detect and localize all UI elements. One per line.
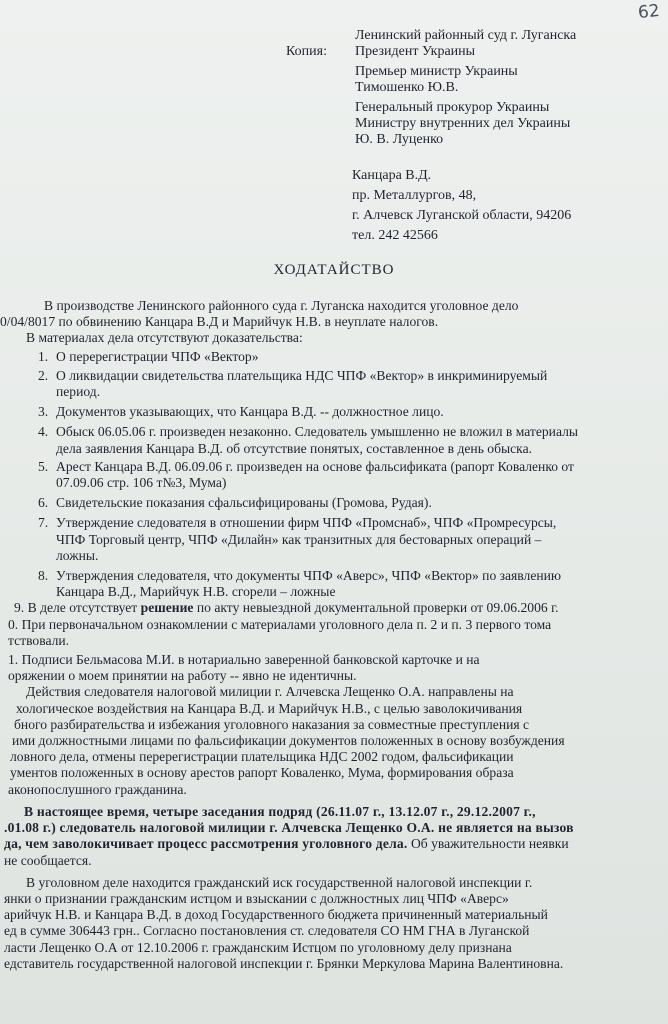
paragraph-line: ими должностными лицами по фальсификации документов положенных в основу возбуждения — [12, 733, 565, 749]
list-item-number: 8. — [38, 568, 49, 584]
actions-paragraph — [0, 684, 648, 797]
paragraph-line: не сообщается. — [4, 852, 92, 868]
list-item — [38, 495, 648, 511]
list-item-line: 07.09.06 стр. 106 т№3, Мума) — [56, 475, 227, 491]
list-item — [38, 368, 648, 400]
sender-name: Канцара В.Д. — [352, 168, 432, 183]
recipient-line: Министру внутренних дел Украины — [355, 116, 571, 131]
list-item-line: О перерегистрации ЧПФ «Вектор» — [56, 348, 259, 364]
list-item-number: 6. — [38, 495, 49, 511]
item-9 — [0, 600, 648, 616]
intro-line: В производстве Ленинского районного суда г. Луганска находится уголовное дело — [44, 298, 519, 313]
paragraph-line: В настоящее время, четыре заседания подряд (26.11.07 г., 13.12.07 г., 29.12.2007 г., — [24, 803, 536, 819]
list-item-line: период. — [56, 384, 101, 400]
copies-recipients — [355, 28, 655, 148]
list-item-line: Документов указывающих, что Канцара В.Д. -- должностное лицо. — [56, 404, 444, 420]
list-item-line: Свидетельские показания сфальсифицированы (Громова, Рудая). — [56, 495, 432, 511]
sender-city: г. Алчевск Луганской области, 94206 — [352, 208, 572, 223]
list-item-number: 4. — [38, 424, 49, 440]
list-item-line: Обыск 06.05.06 г. произведен незаконно. Следователь умышленно не вложил в материалы — [56, 424, 579, 440]
item-10-line: тствовали. — [8, 632, 70, 648]
paragraph-line: ументов положенных в основу арестов рапорт Коваленко, Мума, формирования образа — [10, 765, 514, 781]
paragraph-line: В уголовном деле находится гражданский иск государственной налоговой инспекции г. — [26, 874, 533, 890]
paragraph-line: ласти Лещенко О.А от 12.10.2006 г. гражданским Истцом по уголовному делу признана — [4, 939, 512, 955]
paragraph-line: едставитель государственной налоговой инспекции г. Брянки Меркулова Марина Валентиновна. — [4, 955, 564, 971]
item-11-line: 1. Подписи Бельмасова М.И. в нотариально заверенной банковской карточке и на — [8, 652, 480, 668]
recipient-line: Премьер министр Украины — [355, 64, 518, 79]
list-item — [38, 349, 648, 365]
intro-line: В материалах дела отсутствуют доказательства: — [26, 330, 303, 346]
recipient-line: Президент Украины — [355, 44, 476, 59]
list-item-line: Утверждения следователя, что документы ЧПФ «Аверс», ЧПФ «Вектор» по заявлению — [56, 568, 562, 584]
sender-phone: тел. 242 42566 — [352, 228, 438, 243]
present-regular-text: Об уважительности неявки — [410, 836, 569, 852]
paragraph-line: бного разбирательства и избежания уголовного наказания за совместные преступления с — [14, 716, 530, 732]
item-9-text: В деле отсутствует — [27, 600, 138, 616]
evidence-list — [0, 349, 648, 601]
list-item-line: Канцара В.Д., Марийчук Н.В. сгорели – ложные — [56, 584, 336, 600]
item-9-bold: решение — [140, 600, 194, 616]
item-9-number: 9. — [14, 600, 25, 616]
paragraph-line: .01.08 г.) следователь налоговой милиции г. Алчевска Лещенко О.А. не является на вызов — [4, 820, 574, 836]
document-body — [0, 298, 648, 972]
list-item-number: 7. — [38, 515, 49, 531]
list-item-number: 5. — [38, 458, 49, 474]
list-item-number: 1. — [38, 348, 49, 364]
list-item-line: О ликвидации свидетельства плательщика НДС ЧПФ «Вектор» в инкриминируемый — [56, 367, 548, 383]
intro-line: 0/04/8017 по обвинению Канцара В.Д и Марийчук Н.В. в неуплате налогов. — [0, 314, 439, 330]
sender-address — [352, 166, 652, 246]
list-item-number: 3. — [38, 404, 49, 420]
list-item-line: Арест Канцара В.Д. 06.09.06 г. произведен на основе фальсификата (рапорт Коваленко от — [56, 458, 574, 474]
paragraph-line: янки о признании гражданским истцом и взыскании с должностных лиц ЧПФ «Аверс» — [4, 890, 509, 906]
item-11-line: оряжении о моем принятии на работу -- явно не идентичны. — [8, 668, 357, 684]
paragraph-line — [0, 836, 648, 852]
page-number: 62 — [637, 0, 661, 24]
document-title: ХОДАТАЙСТВО — [273, 262, 395, 278]
recipient-line: Ю. В. Луценко — [355, 132, 444, 147]
list-item-line: Утверждение следователя в отношении фирм ЧПФ «Промснаб», ЧПФ «Промресурсы, — [56, 515, 557, 531]
paragraph-line: ловного дела, отмены перерегистрации плательщика НДС 2002 годом, фальсификации — [10, 749, 514, 765]
list-item — [38, 424, 648, 456]
list-item-line: дела заявления Канцара В.Д. об отсутствие понятых, составленное в день обыска. — [56, 440, 533, 456]
civil-claim-paragraph — [0, 875, 648, 972]
present-paragraph — [0, 804, 648, 869]
sender-street: пр. Металлургов, 48, — [352, 188, 477, 203]
copies-label: Копия: — [286, 44, 327, 59]
list-item — [38, 404, 648, 420]
paragraph-line: Действия следователя налоговой милиции г. Алчевска Лещенко О.А. направлены на — [26, 684, 514, 700]
paragraph-line: аконопослушного гражданина. — [8, 781, 187, 797]
item-9-text-rest: по акту невыездной документальной проверки от 09.06.2006 г. — [196, 600, 559, 616]
paragraph-line: ед в сумме 306443 грн.. Согласно постановления ст. следователя СО НМ ГНА в Луганской — [4, 923, 530, 939]
recipient-line: Генеральный прокурор Украины — [355, 100, 550, 115]
list-item — [38, 515, 648, 564]
list-item — [38, 459, 648, 491]
item-10-line: 0. При первоначальном ознакомлении с материалами уголовного дела п. 2 и п. 3 первого тома — [8, 616, 552, 632]
recipient-line: Тимошенко Ю.В. — [355, 80, 459, 95]
paragraph-line: хологическое воздействия на Канцара В.Д. и Марийчук Н.В., с целью заволокичивания — [16, 700, 523, 716]
list-item — [38, 568, 648, 600]
present-bold-text: да, чем заволокичивает процесс рассмотрения уголовного дела. — [4, 836, 408, 852]
list-item-number: 2. — [38, 367, 49, 383]
recipient-line: Ленинский районный суд г. Луганска — [355, 28, 577, 43]
paragraph-line: арийчук Н.В. и Канцара В.Д. в доход Государственного бюджета причиненный материальный — [4, 907, 548, 923]
list-item-line: ЧПФ Торговый центр, ЧПФ «Дилайн» как транзитных для бестоварных операций – — [56, 531, 542, 547]
list-item-line: ложны. — [56, 547, 99, 563]
